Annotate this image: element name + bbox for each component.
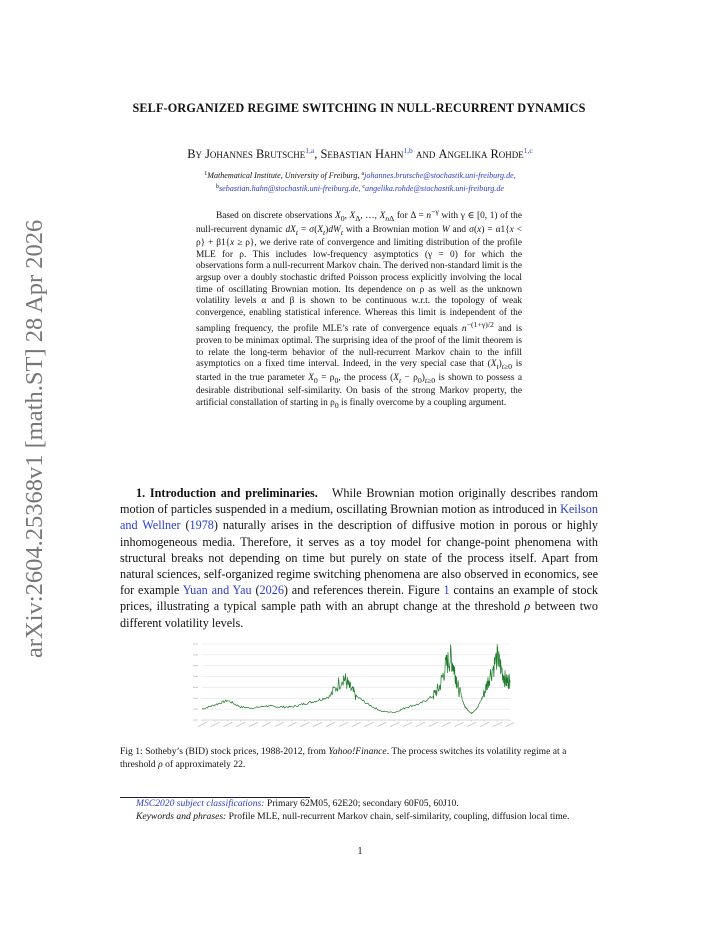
x-tick-label [197, 722, 206, 727]
caption-text: of approximately 22. [165, 758, 246, 770]
author-name: Sebastian Hahn [320, 147, 404, 161]
intro-text: naturally arises in the description of diffusive motion in porous or highly inhomogeneous media. Therefore, it serves as a toy model for change-point phenomena with structural breaks not depending on time but purely on state of the process itself. Apart from natural sciences, self-organized regime switching phenomena are also observed in economics, see for example [120, 518, 598, 598]
intro-text: and references therein. Figure [291, 583, 440, 598]
stock-price-figure [188, 638, 514, 738]
x-tick-label [223, 722, 232, 727]
caption-text: Sotheby’s (BID) stock prices, 1988-2012, from [145, 746, 327, 757]
x-tick-label [236, 722, 245, 727]
citation-link[interactable]: Yuan and Yau [182, 583, 252, 598]
institution: Mathematical Institute, University of Freiburg, [207, 171, 360, 180]
intro-text: between two different volatility levels. [120, 599, 599, 630]
x-tick-label [441, 722, 450, 727]
author-by: By [187, 147, 202, 161]
affil-sup: a [361, 171, 365, 177]
arxiv-identifier [6, 219, 52, 666]
x-tick-label [262, 722, 271, 727]
price-series-line [202, 644, 510, 713]
y-tick-label [193, 654, 198, 655]
x-tick-label [351, 722, 360, 727]
y-tick-label [193, 687, 198, 688]
author-and: and [415, 147, 436, 161]
affiliations [150, 169, 570, 194]
y-tick-label [193, 709, 198, 710]
email-link[interactable]: angelika.rohde@stochastik.uni-freiburg.de [365, 183, 504, 193]
caption-label: Fig 1: [120, 746, 143, 757]
paper-title: SELF-ORGANIZED REGIME SWITCHING IN NULL-RECURRENT DYNAMICS [132, 101, 586, 115]
keywords-text: Profile MLE, null-recurrent Markov chain, self-similarity, coupling, diffusion local time. [228, 810, 570, 822]
y-tick-label [193, 644, 198, 645]
citation-year-link[interactable]: 1978 [189, 518, 214, 533]
author-name: Angelika Rohde [438, 147, 524, 161]
citation-year-link[interactable]: 2026 [259, 583, 284, 598]
affil-sup: c [362, 183, 366, 190]
x-tick-label [416, 722, 425, 727]
author-line: By Johannes Brutsche$^{1,a}$, Sebastian Hahn$^{1,b}$ and Angelika Rohde$^{1,c}$ [187, 146, 533, 161]
x-tick-label [249, 722, 258, 727]
x-tick-label [210, 722, 219, 727]
intro-text: contains an example of stock prices, illustrating a typical sample path with an abrupt change at the threshold [120, 583, 598, 614]
x-tick-label [480, 722, 489, 727]
page-number: 1 [357, 846, 363, 857]
author-sup: 1,b [403, 146, 413, 155]
msc-text: Primary 62M05, 62E20; secondary 60F05, 60J10. [266, 798, 459, 809]
x-tick-label [505, 722, 514, 727]
section-heading: 1. Introduction and preliminaries. [136, 486, 318, 500]
x-tick-label [377, 722, 386, 727]
x-tick-label [287, 722, 296, 727]
affil-sup: 1 [204, 171, 208, 177]
abstract: Based on discrete observations $X_0$, $X_\Delta$, …, $X_{n\Delta}$ for $\Delta = n^{-\gamma}$ with γ ∈ [0, 1) of the null-recurrent dynamic $dX_t = \sigma(X_t)dW_t$ with a Brownian motion W and σ(x) = α1{x < ρ} + β1{x ≥ ρ}, we derive rate of convergence and limiting distribution of the profile MLE for ρ. This includes low-frequency asymptotics (γ = 0) for which the observations form a null-recurrent Markov chain. The derived non-standard limit is the argsup over a doubly stochastic drifted Poisson process explicitly involving the local time of oscillating Brownian motion. Its dependence on ρ as well as the unknown volatility levels α and β is shown to be continuous w.r.t. the topology of weak convergence, enabling statistical inference. Whereas this limit is independent of the sampling frequency, the profile MLE’s rate of convergence equals $n^{-(1+\gamma)/2}$ and is proven to be minimax optimal. The surprising idea of the proof of the limit theorem is to relate the long-term behavior of the null-recurrent Markov chain to the infill asymptotics on a fixed time interval. Indeed, in the very special case that $(X_t)_{t\ge 0}$ is started in the true parameter $X_0 = \rho_0$, the process $(X_t - \rho_0)_{t\ge 0}$ is shown to possess a desirable distributional self-similarity. On basis of the strong Markov property, the artificial constallation of starting in $\rho_0$ is finally overcome by a coupling argument. [196, 207, 523, 410]
x-tick-label [467, 722, 476, 727]
caption-source: Yahoo!Finance [328, 746, 387, 757]
email-link[interactable]: johannes.brutsche@stochastik.uni-freiburg.de, [364, 171, 516, 180]
introduction-section: 1. Introduction and preliminaries. While Brownian motion originally describes random motion of particles suspended in a medium, oscillating Brownian motion as introduced in Keilson and Wellner (1978) naturally arises in the description of diffusive motion in porous or highly inhomogeneous media. Therefore, it serves as a toy model for change-point phenomena with structural breaks not depending on time but purely on state of the process itself. Apart from natural sciences, self-organized regime switching phenomena are also observed in economics, see for example Yuan and Yau (2026) and references therein. Figure 1 contains an example of stock prices, illustrating a typical sample path with an abrupt change at the threshold ρ between two different volatility levels. [120, 486, 599, 630]
citation-link[interactable]: Keilson and Wellner [120, 502, 598, 533]
x-tick-label [493, 722, 502, 727]
arxiv-id-text: arXiv:2604.25368v1 [math.ST] 28 Apr 2026 [21, 219, 48, 658]
keywords-label: Keywords and phrases: [136, 810, 227, 822]
y-tick-label [193, 698, 198, 699]
author-name: Johannes Brutsche [205, 147, 306, 161]
figure-caption: Fig 1: Sotheby’s (BID) stock prices, 1988-2012, from Yahoo!Finance. The process switches its volatility regime at a threshold ρ of approximately 22. [120, 746, 567, 770]
x-tick-label [313, 722, 322, 727]
x-tick-label [390, 722, 399, 727]
email-link[interactable]: sebastian.hahn@stochastik.uni-freiburg.de, [219, 183, 361, 193]
x-tick-label [274, 722, 283, 727]
x-tick-label [364, 722, 373, 727]
footnotes [120, 798, 598, 823]
affil-sup: b [216, 183, 220, 190]
msc-link[interactable]: MSC2020 subject classifications: [136, 798, 265, 809]
y-tick-label [193, 720, 198, 721]
author-sup: 1,a [305, 146, 315, 155]
x-tick-label [326, 722, 335, 727]
x-tick-label [300, 722, 309, 727]
caption-text: . The process switches its volatility regime at a threshold [120, 746, 567, 770]
y-tick-label [193, 676, 198, 677]
y-tick-label [193, 665, 198, 666]
stock-price-chart [188, 638, 514, 738]
figure-ref-link[interactable]: 1 [443, 583, 450, 598]
intro-text: While Brownian motion originally describes random motion of particles suspended in a medium, oscillating Brownian motion as introduced in [120, 486, 599, 517]
x-tick-label [428, 722, 437, 727]
x-tick-label [339, 722, 348, 727]
x-tick-label [454, 722, 463, 727]
author-sup: 1,c [523, 146, 533, 155]
x-tick-label [403, 722, 412, 727]
